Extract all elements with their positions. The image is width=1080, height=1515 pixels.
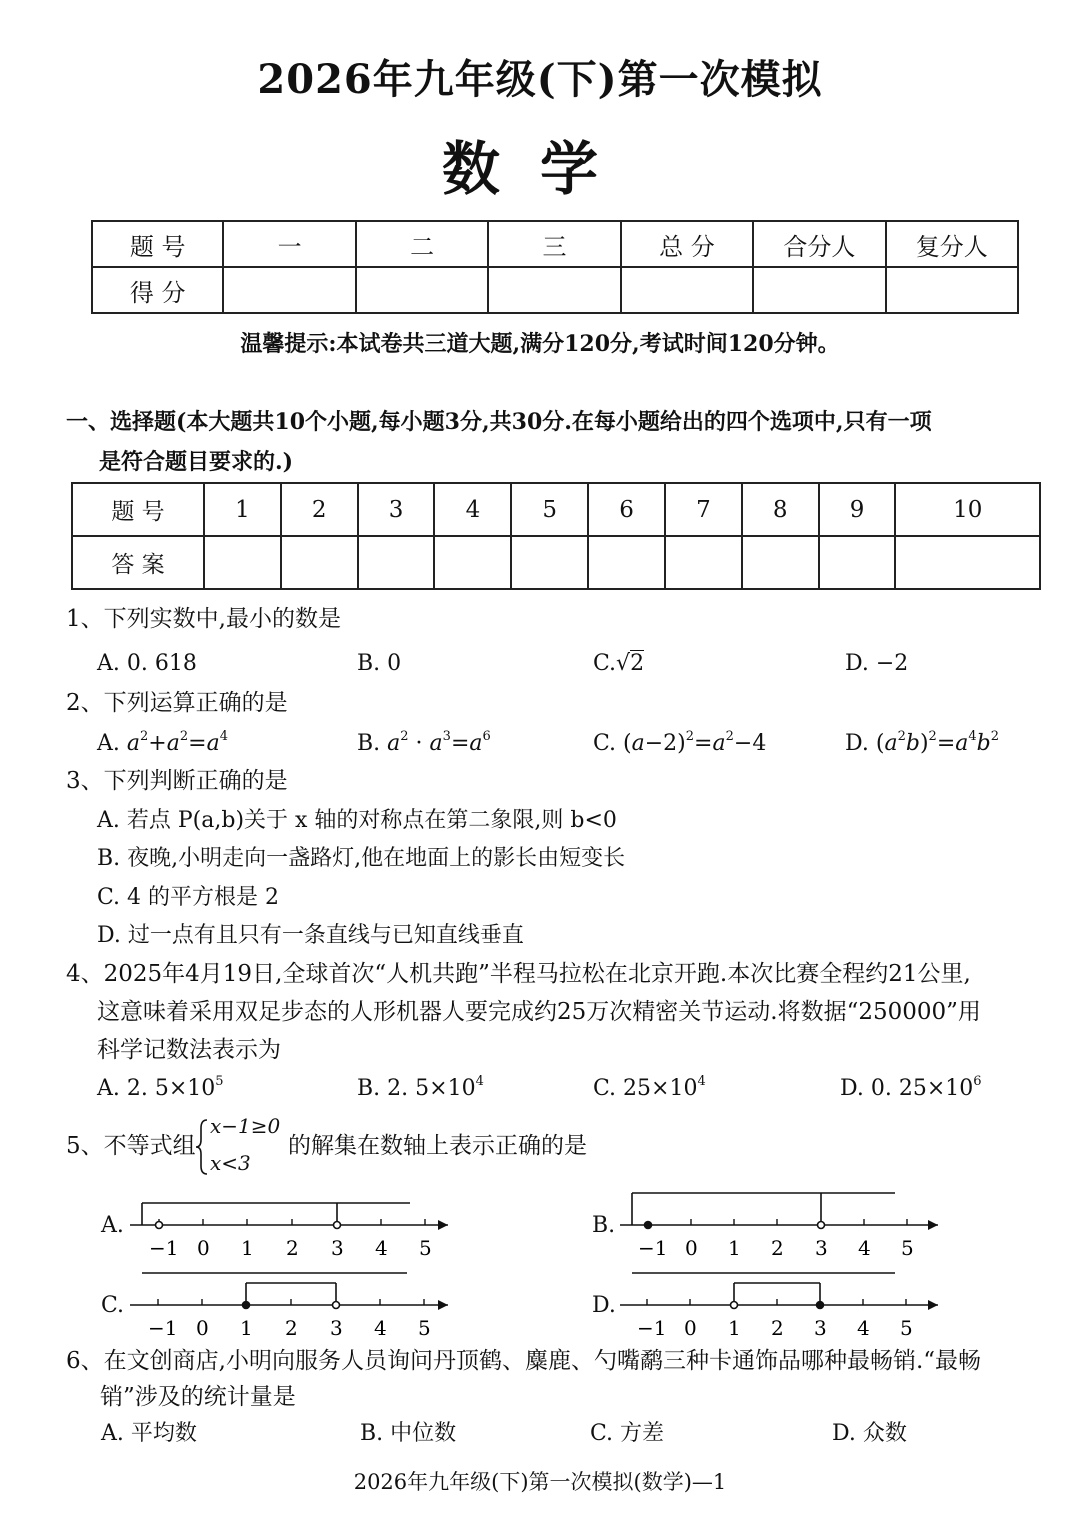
tick-label: −1 <box>149 1236 179 1260</box>
score-header-cell: 三 <box>488 221 620 267</box>
tick-label: −1 <box>148 1316 178 1340</box>
section-heading-line1: 一、选择题(本大题共10个小题,每小题3分,共30分.在每小题给出的四个选项中,只有一项 <box>66 409 932 435</box>
tick-label: 0 <box>197 1236 210 1260</box>
tick-label: 5 <box>419 1236 432 1260</box>
q2-option-c: C. $(a-2)^2=a^2-4$ <box>593 729 767 756</box>
score-table-header-row <box>92 221 1018 267</box>
answer-cell[interactable] <box>895 536 1040 589</box>
tick-label: 3 <box>814 1316 827 1340</box>
filled-dot-icon <box>817 1302 824 1309</box>
question-2-stem: 2、下列运算正确的是 <box>66 690 288 716</box>
number-line-c <box>120 1265 470 1345</box>
q4-option-b-exponent: 4 <box>475 1074 484 1089</box>
tick-label: 5 <box>900 1316 913 1340</box>
q4-option-d-base: D. 0. 25×10 <box>840 1076 974 1101</box>
answer-table <box>71 482 1041 590</box>
tick-label: 2 <box>771 1316 784 1340</box>
tick-label: 2 <box>771 1236 784 1260</box>
q2-option-a: A. $a^2+a^2=a^4$ <box>97 729 228 756</box>
open-dot-icon <box>731 1302 738 1309</box>
tick-label: 1 <box>728 1316 741 1340</box>
number-line-a <box>120 1185 470 1265</box>
question-5-suffix: 的解集在数轴上表示正确的是 <box>288 1133 587 1159</box>
open-dot-icon <box>333 1302 340 1309</box>
question-6-line2: 销”涉及的统计量是 <box>100 1384 296 1410</box>
q3-option-d: D. 过一点有且只有一条直线与已知直线垂直 <box>97 923 524 948</box>
tick-marks <box>691 1219 907 1225</box>
tick-label: 0 <box>684 1316 697 1340</box>
number-line-b <box>610 1185 960 1265</box>
q4-option-d-exponent: 6 <box>973 1074 982 1089</box>
q1-option-d: D. −2 <box>845 651 909 676</box>
tick-label: 1 <box>728 1236 741 1260</box>
answer-cell[interactable] <box>588 536 665 589</box>
open-dot-icon <box>156 1222 163 1229</box>
score-header-cell: 一 <box>223 221 355 267</box>
answer-cell[interactable] <box>742 536 819 589</box>
question-number-cell: 2 <box>281 483 358 536</box>
answer-cell[interactable] <box>281 536 358 589</box>
tick-label: 3 <box>331 1236 344 1260</box>
question-number-cell: 7 <box>665 483 742 536</box>
q1-option-c <box>593 645 644 683</box>
q1-option-c-prefix: C. <box>593 651 617 676</box>
score-header-cell: 复分人 <box>886 221 1018 267</box>
q4-option-a <box>97 1070 224 1108</box>
question-number-cell: 5 <box>511 483 588 536</box>
tick-label: 4 <box>374 1316 387 1340</box>
q1-option-c-radicand: 2 <box>630 651 645 676</box>
score-cell[interactable] <box>356 267 488 313</box>
q3-option-a: A. 若点 P(a,b)关于 x 轴的对称点在第二象限,则 b<0 <box>97 808 617 833</box>
score-header-cell: 合分人 <box>753 221 885 267</box>
system-inequality-1: x−1≥0 <box>210 1114 281 1138</box>
sqrt-icon: √ <box>616 651 631 676</box>
question-5-prefix: 5、不等式组 <box>66 1133 196 1159</box>
q4-option-c-base: C. 25×10 <box>593 1076 698 1101</box>
score-cell[interactable] <box>223 267 355 313</box>
score-header-cell: 题 号 <box>92 221 223 267</box>
q2-option-b: B. $a^2 \cdot a^3=a^6$ <box>357 729 491 756</box>
score-cell[interactable] <box>488 267 620 313</box>
exam-tip: 温馨提示:本试卷共三道大题,满分120分,考试时间120分钟。 <box>240 331 840 357</box>
tick-label: 3 <box>815 1236 828 1260</box>
q5-option-c-label: C. <box>101 1293 125 1318</box>
q5-option-b-label: B. <box>592 1213 616 1238</box>
q2-option-d: D. $(a^2b)^2=a^4b^2$ <box>845 729 1000 756</box>
filled-dot-icon <box>243 1302 250 1309</box>
system-inequality-2: x<3 <box>210 1151 251 1175</box>
score-header-cell: 二 <box>356 221 488 267</box>
tick-label: 2 <box>285 1316 298 1340</box>
score-cell[interactable] <box>753 267 885 313</box>
q4-option-a-exponent: 5 <box>215 1074 224 1089</box>
question-number-cell: 10 <box>895 483 1040 536</box>
q4-option-d <box>840 1070 982 1108</box>
open-dot-icon <box>334 1222 341 1229</box>
page-footer: 2026年九年级(下)第一次模拟(数学)—1 <box>353 1470 727 1494</box>
question-number-cell: 4 <box>434 483 511 536</box>
tick-label: 0 <box>685 1236 698 1260</box>
answer-cell[interactable] <box>819 536 896 589</box>
tick-label: 1 <box>240 1316 253 1340</box>
tick-label: 2 <box>286 1236 299 1260</box>
answer-table-number-row <box>72 483 1040 536</box>
tick-label: 4 <box>375 1236 388 1260</box>
q4-option-c-exponent: 4 <box>697 1074 706 1089</box>
exam-title: 2026年九年级(下)第一次模拟 <box>257 56 823 103</box>
score-row-label: 得 分 <box>92 267 223 313</box>
tick-marks <box>647 1299 906 1305</box>
question-number-cell: 3 <box>358 483 435 536</box>
tick-label: −1 <box>638 1236 668 1260</box>
answer-table-answer-row <box>72 536 1040 589</box>
q6-option-b: B. 中位数 <box>360 1421 457 1446</box>
score-header-cell: 总 分 <box>621 221 753 267</box>
q6-option-a: A. 平均数 <box>101 1421 197 1446</box>
tick-label: 4 <box>857 1316 870 1340</box>
answer-cell[interactable] <box>434 536 511 589</box>
answer-cell[interactable] <box>511 536 588 589</box>
q4-option-c <box>593 1070 706 1108</box>
answer-table-label: 题 号 <box>72 483 204 536</box>
score-table-score-row <box>92 267 1018 313</box>
score-cell[interactable] <box>886 267 1018 313</box>
section-heading <box>66 402 1056 482</box>
tick-label: −1 <box>637 1316 667 1340</box>
q6-option-d: D. 众数 <box>832 1421 907 1446</box>
tick-label: 5 <box>901 1236 914 1260</box>
number-line-d <box>610 1265 960 1345</box>
score-cell[interactable] <box>621 267 753 313</box>
score-table <box>91 220 1019 314</box>
answer-table-label: 答 案 <box>72 536 204 589</box>
tick-label: 1 <box>241 1236 254 1260</box>
q5-option-d-label: D. <box>592 1293 616 1318</box>
tick-label: 5 <box>418 1316 431 1340</box>
question-number-cell: 9 <box>819 483 896 536</box>
tick-label: 0 <box>196 1316 209 1340</box>
tick-label: 4 <box>858 1236 871 1260</box>
question-6-line1: 6、在文创商店,小明向服务人员询问丹顶鹤、麋鹿、勺嘴鹬三种卡通饰品哪种最畅销.“最畅 <box>66 1348 982 1374</box>
question-number-cell: 1 <box>204 483 281 536</box>
open-dot-icon <box>818 1222 825 1229</box>
subject-title: 数学 <box>441 135 638 203</box>
q5-option-a-label: A. <box>101 1213 124 1238</box>
answer-cell[interactable] <box>665 536 742 589</box>
question-3-stem: 3、下列判断正确的是 <box>66 768 288 794</box>
section-heading-line2: 是符合题目要求的.) <box>99 449 294 475</box>
tick-label: 3 <box>330 1316 343 1340</box>
q3-option-b: B. 夜晚,小明走向一盏路灯,他在地面上的影长由短变长 <box>97 846 626 871</box>
q4-option-b-base: B. 2. 5×10 <box>357 1076 476 1101</box>
system-brace-icon <box>195 1118 209 1176</box>
question-4-line2: 这意味着采用双足步态的人形机器人要完成约25万次精密关节运动.将数据“250000”用 <box>97 999 981 1025</box>
q4-option-b <box>357 1070 484 1108</box>
question-number-cell: 6 <box>588 483 665 536</box>
q6-option-c: C. 方差 <box>590 1421 665 1446</box>
q4-option-a-base: A. 2. 5×10 <box>97 1076 216 1101</box>
question-4-line1: 4、2025年4月19日,全球首次“人机共跑”半程马拉松在北京开跑.本次比赛全程约21公里, <box>66 961 971 987</box>
filled-dot-icon <box>645 1222 652 1229</box>
q1-option-a: A. 0. 618 <box>97 651 197 676</box>
answer-cell[interactable] <box>358 536 435 589</box>
q3-option-c: C. 4 的平方根是 2 <box>97 885 280 910</box>
answer-cell[interactable] <box>204 536 281 589</box>
q1-option-b: B. 0 <box>357 651 402 676</box>
question-number-cell: 8 <box>742 483 819 536</box>
tick-marks <box>159 1219 425 1225</box>
question-1-stem: 1、下列实数中,最小的数是 <box>66 606 341 632</box>
question-4-line3: 科学记数法表示为 <box>97 1037 281 1063</box>
tick-marks <box>158 1299 424 1305</box>
